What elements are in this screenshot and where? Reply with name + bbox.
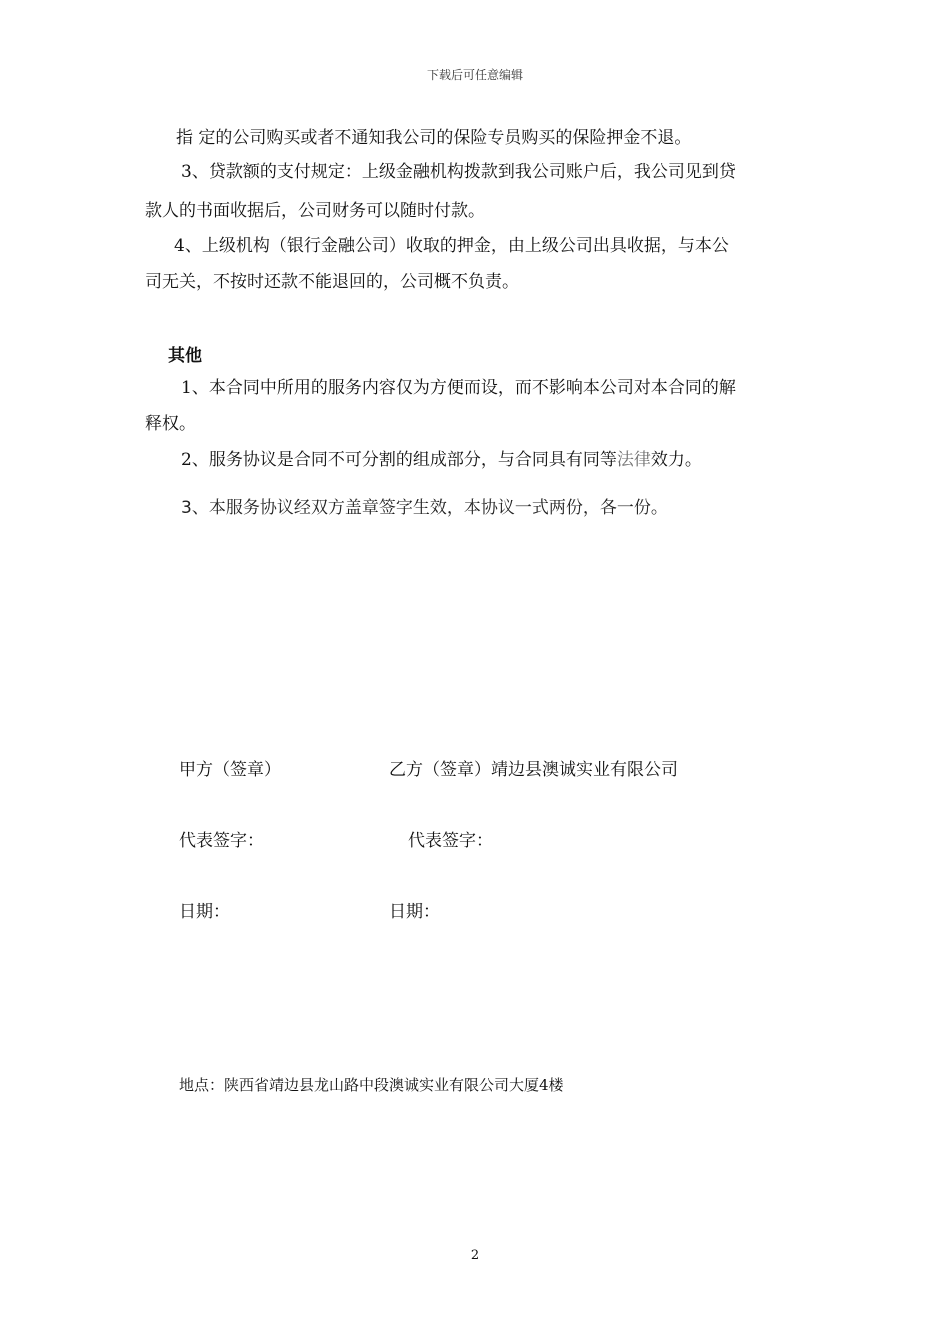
paragraph-line: 3、贷款额的支付规定：上级金融机构拨款到我公司账户后，我公司见到贷	[181, 162, 736, 182]
clause-text: 2、服务协议是合同不可分割的组成部分，与合同具有同等	[181, 450, 617, 470]
page-number: 2	[470, 1248, 480, 1263]
party-b-representative-label: 代表签字：	[408, 831, 493, 851]
paragraph-line: 1、本合同中所用的服务内容仅为方便而设，而不影响本公司对本合同的解	[181, 378, 736, 398]
clause-text: 效力。	[650, 450, 702, 470]
party-a-seal-label: 甲方（签章）	[179, 760, 281, 780]
party-b-date-label: 日期：	[389, 902, 440, 922]
page-header: 下载后可任意编辑	[426, 68, 523, 82]
party-a-date-label: 日期：	[179, 902, 230, 922]
paragraph-line: 指 定的公司购买或者不通知我公司的保险专员购买的保险押金不退。	[176, 128, 692, 148]
address-line: 地点：陕西省靖边县龙山路中段澳诚实业有限公司大厦4楼	[179, 1076, 564, 1094]
paragraph-line: 司无关，不按时还款不能退回的，公司概不负责。	[145, 272, 519, 292]
paragraph-line: 款人的书面收据后，公司财务可以随时付款。	[145, 201, 485, 221]
paragraph-line: 3、本服务协议经双方盖章签字生效，本协议一式两份，各一份。	[181, 498, 668, 518]
section-heading-other: 其他	[168, 346, 202, 366]
paragraph-line: 释权。	[145, 414, 196, 434]
law-term: 法律	[616, 450, 651, 470]
paragraph-line	[181, 448, 702, 472]
party-a-representative-label: 代表签字：	[179, 831, 264, 851]
party-b-seal-label: 乙方（签章）靖边县澳诚实业有限公司	[389, 760, 678, 780]
paragraph-line: 4、上级机构（银行金融公司）收取的押金，由上级公司出具收据，与本公	[174, 236, 729, 256]
